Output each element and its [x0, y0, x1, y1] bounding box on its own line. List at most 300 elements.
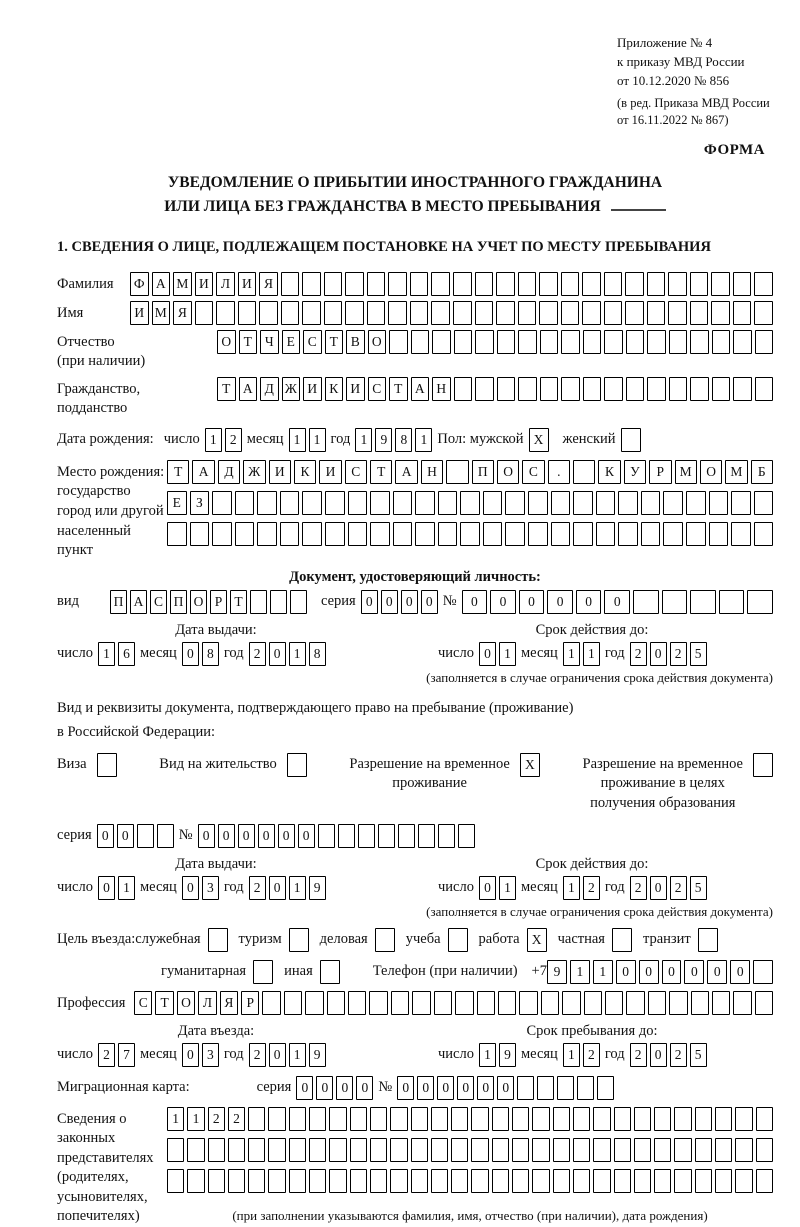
char-box[interactable] — [302, 272, 321, 296]
char-box[interactable] — [388, 301, 407, 325]
char-box[interactable] — [582, 301, 601, 325]
char-box[interactable] — [695, 1107, 712, 1131]
char-box[interactable]: 0 — [519, 590, 545, 614]
char-box[interactable] — [348, 491, 368, 515]
char-box[interactable]: М — [152, 301, 171, 325]
purpose-transit-checkbox[interactable] — [698, 928, 718, 952]
char-box[interactable] — [475, 330, 494, 354]
char-box[interactable] — [540, 330, 559, 354]
char-box[interactable]: А — [239, 377, 258, 401]
mc-series-field[interactable] — [296, 1076, 373, 1100]
char-box[interactable] — [561, 377, 580, 401]
char-box[interactable] — [583, 377, 602, 401]
char-box[interactable] — [348, 522, 368, 546]
char-box[interactable] — [541, 991, 559, 1015]
char-box[interactable]: 8 — [202, 642, 219, 666]
char-box[interactable]: 0 — [401, 590, 418, 614]
char-box[interactable]: Е — [167, 491, 187, 515]
char-box[interactable] — [228, 1169, 245, 1193]
char-box[interactable] — [518, 377, 537, 401]
char-box[interactable] — [370, 522, 390, 546]
char-box[interactable] — [719, 590, 745, 614]
checkbox[interactable] — [289, 928, 309, 952]
char-box[interactable]: 2 — [670, 876, 687, 900]
char-box[interactable] — [338, 824, 355, 848]
char-box[interactable] — [411, 1107, 428, 1131]
char-box[interactable] — [505, 522, 525, 546]
char-box[interactable] — [596, 491, 616, 515]
char-box[interactable] — [663, 522, 683, 546]
entry-month[interactable] — [182, 1043, 219, 1067]
char-box[interactable] — [157, 824, 174, 848]
char-box[interactable]: О — [368, 330, 387, 354]
char-box[interactable] — [290, 590, 307, 614]
purpose-private-checkbox[interactable] — [612, 928, 632, 952]
char-box[interactable] — [270, 590, 287, 614]
stay-year[interactable] — [630, 1043, 707, 1067]
char-box[interactable]: 2 — [630, 876, 647, 900]
char-box[interactable]: 5 — [690, 876, 707, 900]
purpose-other-checkbox[interactable] — [320, 960, 340, 984]
char-box[interactable] — [654, 1107, 671, 1131]
char-box[interactable]: 0 — [639, 960, 659, 984]
char-box[interactable] — [669, 330, 688, 354]
char-box[interactable] — [477, 991, 495, 1015]
char-box[interactable] — [733, 301, 752, 325]
entry-day[interactable] — [98, 1043, 135, 1067]
char-box[interactable] — [250, 590, 267, 614]
char-box[interactable] — [451, 1107, 468, 1131]
char-box[interactable] — [418, 824, 435, 848]
char-box[interactable] — [431, 301, 450, 325]
char-box[interactable] — [711, 272, 730, 296]
checkbox[interactable]: X — [529, 428, 549, 452]
char-box[interactable] — [324, 272, 343, 296]
char-box[interactable] — [431, 1107, 448, 1131]
char-box[interactable] — [393, 491, 413, 515]
purpose-humanitarian-checkbox[interactable] — [253, 960, 273, 984]
char-box[interactable]: 2 — [98, 1043, 115, 1067]
char-box[interactable] — [460, 491, 480, 515]
doc-number-field[interactable] — [462, 590, 773, 614]
char-box[interactable]: Р — [649, 460, 671, 484]
char-box[interactable] — [167, 522, 187, 546]
res-issue-day[interactable] — [98, 876, 135, 900]
char-box[interactable] — [733, 272, 752, 296]
checkbox[interactable] — [448, 928, 468, 952]
char-box[interactable] — [669, 991, 687, 1015]
char-box[interactable]: 1 — [98, 642, 115, 666]
visa-checkbox[interactable] — [97, 753, 117, 777]
representatives-field-line2[interactable] — [167, 1138, 773, 1162]
char-box[interactable] — [309, 1169, 326, 1193]
birth-month-field[interactable] — [289, 428, 326, 452]
checkbox[interactable] — [287, 753, 307, 777]
char-box[interactable] — [390, 1169, 407, 1193]
char-box[interactable] — [329, 1107, 346, 1131]
char-box[interactable]: И — [346, 377, 365, 401]
char-box[interactable] — [391, 991, 409, 1015]
char-box[interactable] — [715, 1169, 732, 1193]
res-issue-year[interactable] — [249, 876, 326, 900]
char-box[interactable] — [634, 1138, 651, 1162]
char-box[interactable]: 9 — [499, 1043, 516, 1067]
char-box[interactable] — [540, 377, 559, 401]
char-box[interactable] — [528, 522, 548, 546]
char-box[interactable] — [557, 1076, 574, 1100]
patronymic-field[interactable] — [217, 330, 773, 354]
char-box[interactable]: 1 — [289, 642, 306, 666]
char-box[interactable] — [369, 991, 387, 1015]
char-box[interactable] — [451, 1138, 468, 1162]
char-box[interactable] — [398, 824, 415, 848]
doc-valid-day[interactable] — [479, 642, 516, 666]
char-box[interactable]: 0 — [269, 876, 286, 900]
char-box[interactable] — [755, 991, 773, 1015]
char-box[interactable]: 9 — [547, 960, 567, 984]
char-box[interactable] — [593, 1107, 610, 1131]
char-box[interactable] — [187, 1138, 204, 1162]
char-box[interactable] — [647, 330, 666, 354]
char-box[interactable]: 0 — [650, 876, 667, 900]
purpose-tourism-checkbox[interactable] — [289, 928, 309, 952]
char-box[interactable] — [167, 1138, 184, 1162]
profession-field[interactable] — [134, 991, 773, 1015]
char-box[interactable] — [709, 491, 729, 515]
char-box[interactable] — [431, 1138, 448, 1162]
char-box[interactable] — [345, 301, 364, 325]
char-box[interactable]: 0 — [117, 824, 134, 848]
sex-male-checkbox[interactable] — [529, 428, 549, 452]
char-box[interactable] — [690, 377, 709, 401]
char-box[interactable] — [390, 1138, 407, 1162]
char-box[interactable] — [625, 272, 644, 296]
char-box[interactable] — [754, 301, 773, 325]
char-box[interactable] — [446, 460, 468, 484]
char-box[interactable]: 2 — [670, 1043, 687, 1067]
char-box[interactable]: А — [411, 377, 430, 401]
char-box[interactable]: 0 — [198, 824, 215, 848]
representatives-field-line1[interactable] — [167, 1107, 773, 1131]
char-box[interactable] — [641, 491, 661, 515]
char-box[interactable] — [137, 824, 154, 848]
char-box[interactable]: 1 — [289, 428, 306, 452]
char-box[interactable]: Я — [173, 301, 192, 325]
checkbox[interactable] — [97, 753, 117, 777]
char-box[interactable] — [518, 301, 537, 325]
char-box[interactable]: 0 — [356, 1076, 373, 1100]
char-box[interactable]: В — [346, 330, 365, 354]
char-box[interactable] — [553, 1169, 570, 1193]
char-box[interactable] — [618, 522, 638, 546]
char-box[interactable]: 0 — [437, 1076, 454, 1100]
char-box[interactable] — [577, 1076, 594, 1100]
char-box[interactable]: 8 — [395, 428, 412, 452]
char-box[interactable] — [512, 1169, 529, 1193]
char-box[interactable]: 1 — [593, 960, 613, 984]
temp-residence-checkbox[interactable] — [520, 753, 540, 777]
char-box[interactable] — [539, 272, 558, 296]
char-box[interactable]: Р — [210, 590, 227, 614]
doc-valid-year[interactable] — [630, 642, 707, 666]
checkbox[interactable]: X — [527, 928, 547, 952]
char-box[interactable] — [259, 301, 278, 325]
char-box[interactable] — [593, 1138, 610, 1162]
char-box[interactable]: 1 — [309, 428, 326, 452]
char-box[interactable] — [711, 301, 730, 325]
citizenship-field[interactable] — [217, 377, 773, 401]
char-box[interactable]: Я — [220, 991, 238, 1015]
char-box[interactable] — [551, 491, 571, 515]
char-box[interactable] — [582, 272, 601, 296]
char-box[interactable] — [497, 330, 516, 354]
char-box[interactable] — [663, 491, 683, 515]
char-box[interactable] — [325, 522, 345, 546]
char-box[interactable]: С — [303, 330, 322, 354]
char-box[interactable] — [475, 301, 494, 325]
char-box[interactable]: Т — [239, 330, 258, 354]
char-box[interactable]: 0 — [730, 960, 750, 984]
char-box[interactable]: 1 — [205, 428, 222, 452]
char-box[interactable] — [753, 960, 773, 984]
char-box[interactable] — [434, 991, 452, 1015]
char-box[interactable]: А — [130, 590, 147, 614]
char-box[interactable] — [393, 522, 413, 546]
char-box[interactable]: 0 — [707, 960, 727, 984]
char-box[interactable] — [654, 1169, 671, 1193]
char-box[interactable] — [647, 272, 666, 296]
checkbox[interactable] — [320, 960, 340, 984]
char-box[interactable] — [641, 522, 661, 546]
char-box[interactable] — [411, 1169, 428, 1193]
char-box[interactable] — [695, 1138, 712, 1162]
char-box[interactable] — [475, 377, 494, 401]
char-box[interactable]: Ч — [260, 330, 279, 354]
char-box[interactable]: П — [472, 460, 494, 484]
char-box[interactable]: . — [548, 460, 570, 484]
char-box[interactable]: И — [303, 377, 322, 401]
char-box[interactable] — [412, 991, 430, 1015]
char-box[interactable] — [280, 522, 300, 546]
char-box[interactable] — [305, 991, 323, 1015]
char-box[interactable] — [735, 1169, 752, 1193]
res-series-field[interactable] — [97, 824, 174, 848]
checkbox[interactable]: X — [520, 753, 540, 777]
char-box[interactable]: 0 — [278, 824, 295, 848]
char-box[interactable]: 2 — [208, 1107, 225, 1131]
char-box[interactable]: 5 — [690, 1043, 707, 1067]
char-box[interactable] — [573, 1107, 590, 1131]
char-box[interactable] — [281, 272, 300, 296]
char-box[interactable] — [573, 491, 593, 515]
char-box[interactable] — [519, 991, 537, 1015]
char-box[interactable]: Р — [241, 991, 259, 1015]
char-box[interactable]: 1 — [289, 1043, 306, 1067]
char-box[interactable]: К — [325, 377, 344, 401]
char-box[interactable] — [302, 522, 322, 546]
char-box[interactable] — [633, 590, 659, 614]
surname-field[interactable] — [130, 272, 773, 296]
checkbox[interactable] — [753, 753, 773, 777]
char-box[interactable]: 9 — [309, 876, 326, 900]
char-box[interactable] — [208, 1138, 225, 1162]
char-box[interactable]: Т — [155, 991, 173, 1015]
char-box[interactable] — [262, 991, 280, 1015]
char-box[interactable]: Т — [325, 330, 344, 354]
char-box[interactable] — [754, 272, 773, 296]
char-box[interactable] — [604, 301, 623, 325]
char-box[interactable]: Н — [432, 377, 451, 401]
char-box[interactable]: 0 — [684, 960, 704, 984]
char-box[interactable]: К — [598, 460, 620, 484]
char-box[interactable]: 1 — [583, 642, 600, 666]
char-box[interactable] — [626, 330, 645, 354]
representatives-field-line3[interactable] — [167, 1169, 773, 1193]
char-box[interactable] — [553, 1107, 570, 1131]
char-box[interactable] — [553, 1138, 570, 1162]
char-box[interactable] — [268, 1169, 285, 1193]
char-box[interactable]: 9 — [309, 1043, 326, 1067]
char-box[interactable]: 8 — [309, 642, 326, 666]
char-box[interactable] — [512, 1138, 529, 1162]
char-box[interactable]: Д — [218, 460, 240, 484]
char-box[interactable] — [532, 1169, 549, 1193]
char-box[interactable]: 7 — [118, 1043, 135, 1067]
char-box[interactable] — [735, 1138, 752, 1162]
char-box[interactable] — [248, 1138, 265, 1162]
res-issue-month[interactable] — [182, 876, 219, 900]
char-box[interactable]: М — [675, 460, 697, 484]
char-box[interactable] — [715, 1107, 732, 1131]
char-box[interactable] — [674, 1107, 691, 1131]
char-box[interactable]: 0 — [604, 590, 630, 614]
birthplace-field-line1[interactable] — [167, 460, 773, 484]
char-box[interactable] — [604, 377, 623, 401]
char-box[interactable] — [614, 1169, 631, 1193]
char-box[interactable]: И — [130, 301, 149, 325]
char-box[interactable] — [329, 1138, 346, 1162]
char-box[interactable] — [431, 272, 450, 296]
char-box[interactable] — [518, 272, 537, 296]
char-box[interactable] — [584, 991, 602, 1015]
char-box[interactable]: Т — [370, 460, 392, 484]
doc-issue-day[interactable] — [98, 642, 135, 666]
mc-number-field[interactable] — [397, 1076, 614, 1100]
char-box[interactable]: Ж — [243, 460, 265, 484]
char-box[interactable] — [438, 824, 455, 848]
char-box[interactable] — [187, 1169, 204, 1193]
char-box[interactable] — [228, 1138, 245, 1162]
char-box[interactable]: 3 — [202, 876, 219, 900]
char-box[interactable] — [747, 590, 773, 614]
char-box[interactable]: Е — [282, 330, 301, 354]
doc-series-field[interactable] — [361, 590, 438, 614]
char-box[interactable] — [754, 491, 774, 515]
char-box[interactable]: 0 — [182, 642, 199, 666]
char-box[interactable]: 0 — [650, 642, 667, 666]
char-box[interactable]: 2 — [228, 1107, 245, 1131]
char-box[interactable] — [756, 1107, 773, 1131]
char-box[interactable] — [411, 330, 430, 354]
char-box[interactable] — [370, 1107, 387, 1131]
char-box[interactable]: 1 — [479, 1043, 496, 1067]
char-box[interactable] — [370, 1169, 387, 1193]
char-box[interactable]: О — [700, 460, 722, 484]
char-box[interactable]: Б — [751, 460, 773, 484]
char-box[interactable] — [451, 1169, 468, 1193]
char-box[interactable] — [634, 1169, 651, 1193]
char-box[interactable]: А — [192, 460, 214, 484]
char-box[interactable]: 2 — [630, 1043, 647, 1067]
char-box[interactable] — [618, 491, 638, 515]
char-box[interactable] — [551, 522, 571, 546]
char-box[interactable] — [715, 1138, 732, 1162]
char-box[interactable] — [370, 491, 390, 515]
name-field[interactable] — [130, 301, 773, 325]
char-box[interactable] — [709, 522, 729, 546]
doc-valid-month[interactable] — [563, 642, 600, 666]
char-box[interactable] — [561, 330, 580, 354]
char-box[interactable]: Л — [198, 991, 216, 1015]
char-box[interactable] — [350, 1169, 367, 1193]
char-box[interactable] — [410, 272, 429, 296]
char-box[interactable]: 0 — [238, 824, 255, 848]
char-box[interactable] — [690, 301, 709, 325]
char-box[interactable] — [686, 491, 706, 515]
char-box[interactable] — [668, 272, 687, 296]
char-box[interactable]: 1 — [167, 1107, 184, 1131]
char-box[interactable]: И — [269, 460, 291, 484]
char-box[interactable]: 1 — [118, 876, 135, 900]
char-box[interactable]: 0 — [98, 876, 115, 900]
char-box[interactable]: 0 — [296, 1076, 313, 1100]
char-box[interactable] — [454, 377, 473, 401]
char-box[interactable] — [604, 330, 623, 354]
char-box[interactable]: Я — [259, 272, 278, 296]
char-box[interactable] — [532, 1107, 549, 1131]
char-box[interactable] — [654, 1138, 671, 1162]
char-box[interactable] — [754, 522, 774, 546]
char-box[interactable] — [367, 272, 386, 296]
res-valid-day[interactable] — [479, 876, 516, 900]
char-box[interactable]: 0 — [361, 590, 378, 614]
sex-female-checkbox[interactable] — [621, 428, 641, 452]
char-box[interactable] — [471, 1138, 488, 1162]
birthplace-field-line3[interactable] — [167, 522, 773, 546]
char-box[interactable] — [284, 991, 302, 1015]
char-box[interactable]: 0 — [477, 1076, 494, 1100]
doc-issue-year[interactable] — [249, 642, 326, 666]
char-box[interactable] — [281, 301, 300, 325]
char-box[interactable] — [733, 377, 752, 401]
char-box[interactable]: 1 — [570, 960, 590, 984]
char-box[interactable] — [517, 1076, 534, 1100]
char-box[interactable]: С — [345, 460, 367, 484]
char-box[interactable]: П — [110, 590, 127, 614]
res-valid-month[interactable] — [563, 876, 600, 900]
char-box[interactable] — [325, 491, 345, 515]
char-box[interactable] — [289, 1138, 306, 1162]
entry-year[interactable] — [249, 1043, 326, 1067]
char-box[interactable]: 1 — [563, 876, 580, 900]
char-box[interactable] — [289, 1169, 306, 1193]
char-box[interactable]: О — [217, 330, 236, 354]
char-box[interactable]: Н — [421, 460, 443, 484]
char-box[interactable]: З — [190, 491, 210, 515]
char-box[interactable] — [496, 301, 515, 325]
char-box[interactable]: О — [190, 590, 207, 614]
char-box[interactable] — [712, 991, 730, 1015]
